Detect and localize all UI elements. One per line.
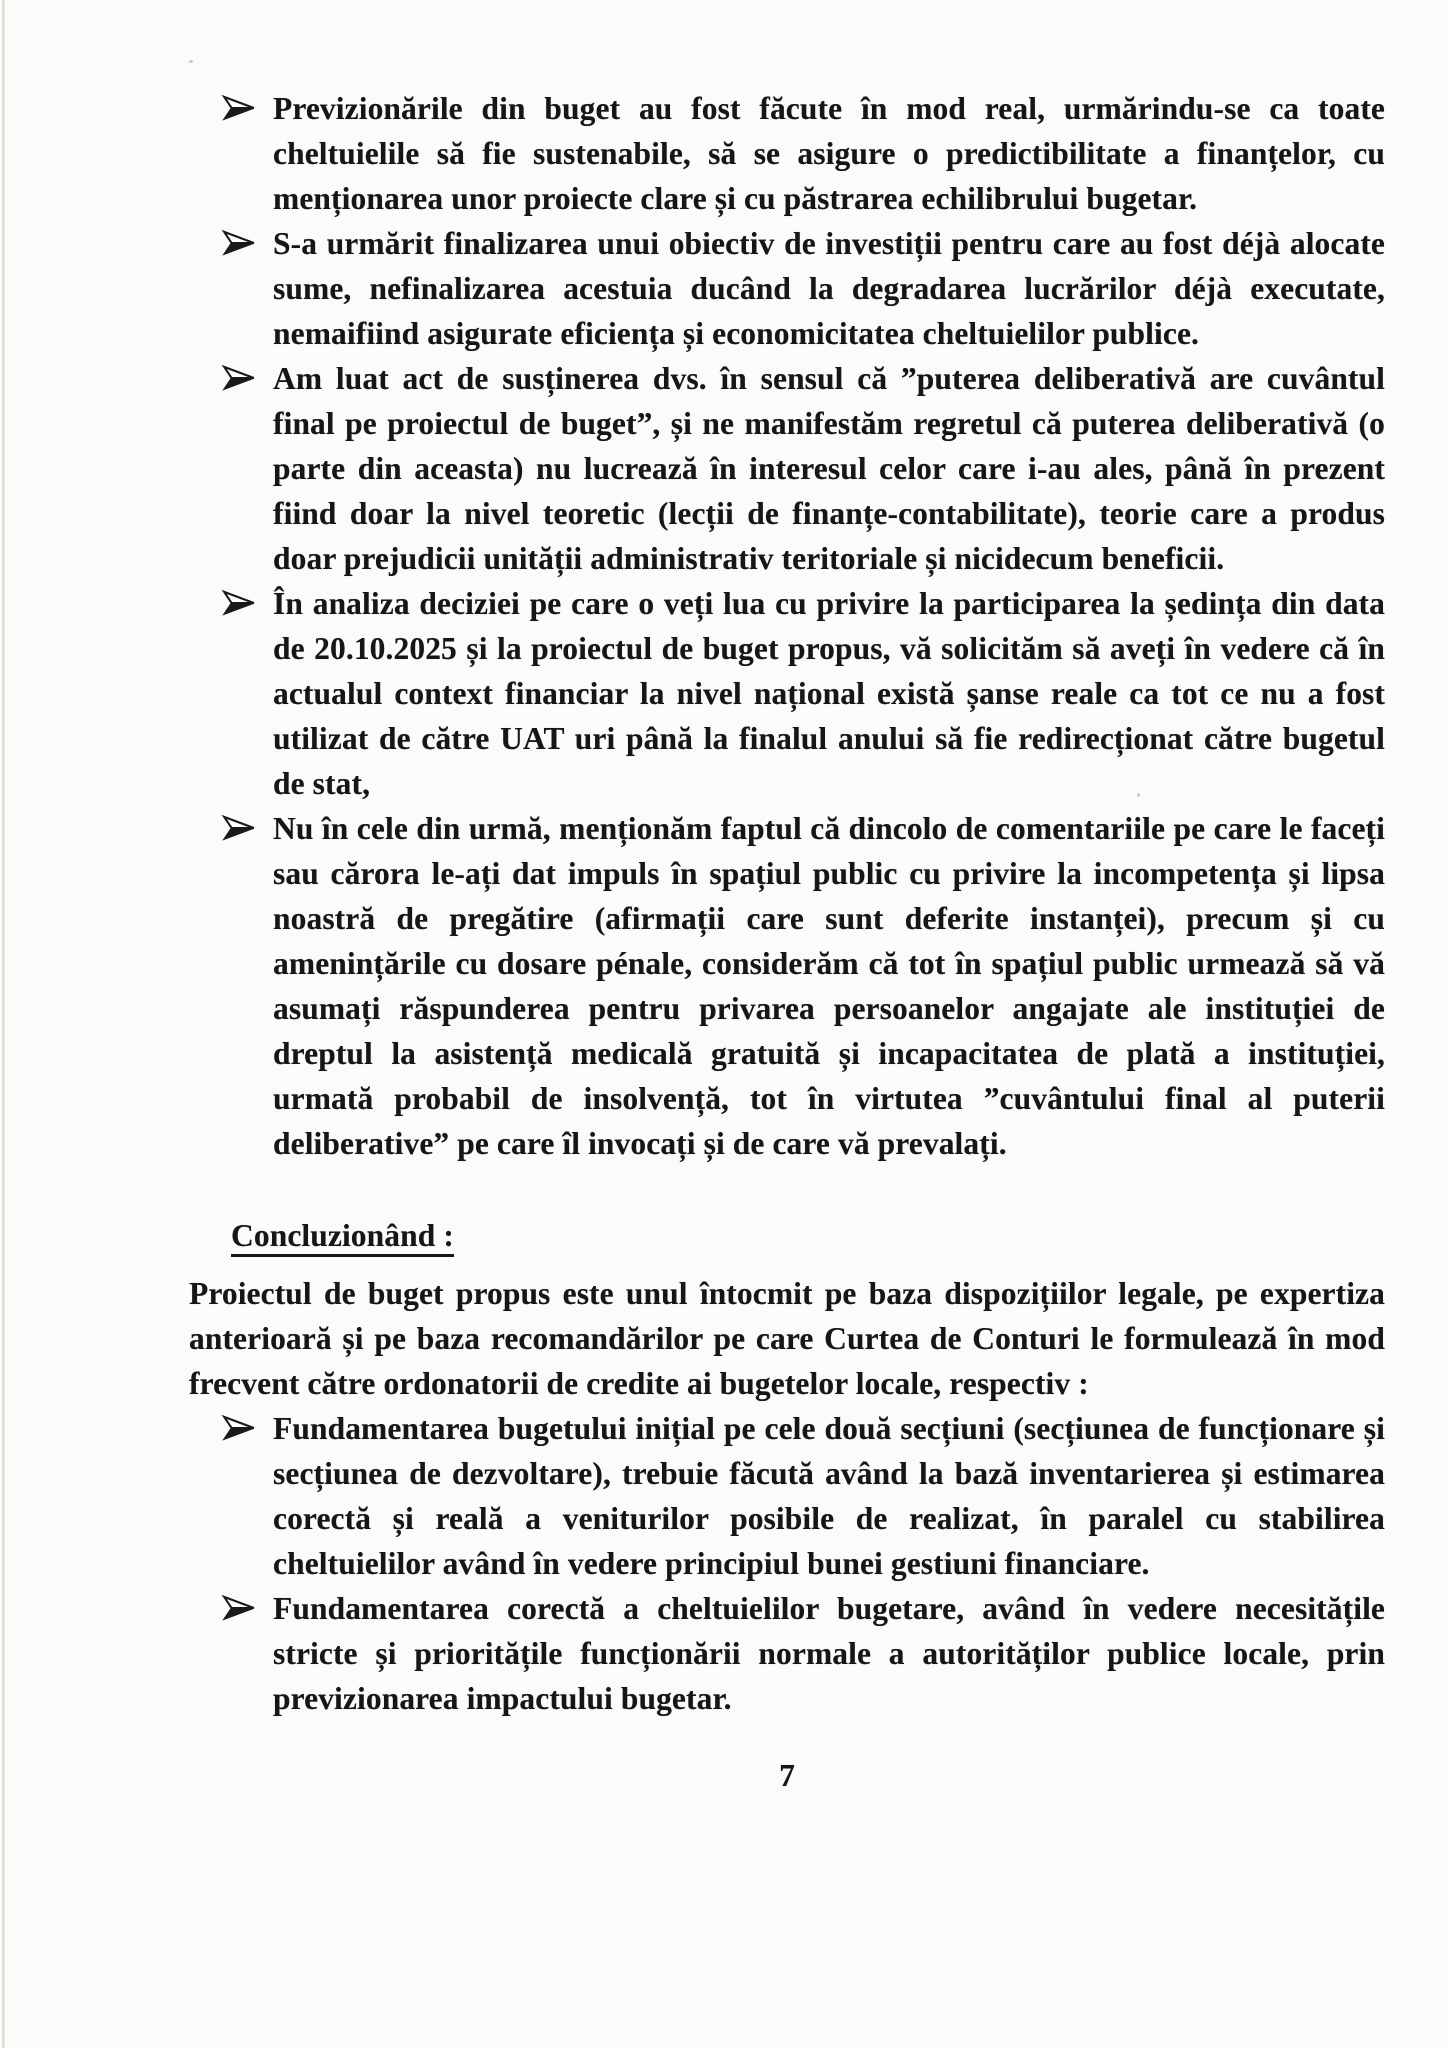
section-heading: Concluzionând : (231, 1218, 454, 1253)
bullet-item (273, 806, 1385, 1166)
bullet-item (273, 1406, 1385, 1586)
bullet-item (273, 221, 1385, 356)
bullet-text: Fundamentarea corectă a cheltuielilor bugetare, având în vedere necesitățile stricte și prioritățile funcționării normale a autorităților publice locale, prin previzionarea impactului bugetar. (273, 1591, 1385, 1716)
bullet-text: Previzionările din buget au fost făcute în mod real, urmărindu-se ca toate cheltuielile să fie sustenabile, să se asigure o predictibilitate a finanțelor, cu menționarea unor proiecte clare și cu păstrarea echilibrului bugetar. (273, 91, 1385, 216)
bullet-item (273, 581, 1385, 806)
bullet-text: Fundamentarea bugetului inițial pe cele două secțiuni (secțiunea de funcționare și secțiunea de dezvoltare), trebuie făcută având la bază inventarierea și estimarea corectă și reală a veniturilor posibile de realizat, în paralel cu stabilirea cheltuielilor având în vedere principiul bunei gestiuni financiare. (273, 1411, 1385, 1581)
arrowhead-bullet-icon (220, 815, 258, 841)
bullet-item (273, 1586, 1385, 1721)
arrowhead-bullet-icon (220, 1415, 258, 1441)
page-number: 7 (779, 1758, 795, 1793)
bullet-text: S-a urmărit finalizarea unui obiectiv de investiții pentru care au fost déjà alocate sume, nefinalizarea acestuia ducând la degradarea lucrărilor déjà executate, nemaifiind asigurate eficiența și economicitatea cheltuielilor publice. (273, 226, 1385, 351)
scan-edge-artifact (2, 0, 5, 2048)
scan-speck (189, 60, 193, 63)
arrowhead-bullet-icon (220, 365, 258, 391)
bullet-item (273, 356, 1385, 581)
page-content (189, 86, 1385, 1830)
bullet-text: În analiza deciziei pe care o veți lua cu privire la participarea la ședința din data de 20.10.2025 și la proiectul de buget propus, vă solicităm să aveți în vedere că în actualul context financiar la nivel național există șanse reale ca tot ce nu a fost utilizat de către UAT uri până la finalul anului să fie redirecționat către bugetul de stat, (273, 586, 1385, 801)
arrowhead-bullet-icon (220, 590, 258, 616)
bullet-item (273, 86, 1385, 221)
arrowhead-bullet-icon (220, 95, 258, 121)
bullet-text: Am luat act de susținerea dvs. în sensul că ”puterea deliberativă are cuvântul final pe proiectul de buget”, și ne manifestăm regretul că puterea deliberativă (o parte din aceasta) nu lucrează în interesul celor care i-au ales, până în prezent fiind doar la nivel teoretic (lecții de finanțe-contabilitate), teorie care a produs doar prejudicii unității administrativ teritoriale și nicidecum beneficii. (273, 361, 1385, 576)
conclusion-paragraph: Proiectul de buget propus este unul întocmit pe baza dispozițiilor legale, pe expertiza anterioară și pe baza recomandărilor pe care Curtea de Conturi le formulează în mod frecvent către ordonatorii de credite ai bugetelor locale, respectiv : (189, 1276, 1385, 1401)
arrowhead-bullet-icon (220, 1595, 258, 1621)
arrowhead-bullet-icon (220, 230, 258, 256)
bullet-text: Nu în cele din urmă, menționăm faptul că dincolo de comentariile pe care le faceți sau cărora le-ați dat impuls în spațiul public cu privire la incompetența și lipsa noastră de pregătire (afirmații care sunt deferite instanței), precum și cu amenințările cu dosare pénale, considerăm că tot în spațiul public urmează să vă asumați răspunderea pentru privarea persoanelor angajate ale instituției de dreptul la asistență medicală gratuită și incapacitatea de plată a instituției, urmată probabil de insolvență, tot în virtutea ”cuvântului final al puterii deliberative” pe care îl invocați și de care vă prevalați. (273, 811, 1385, 1161)
